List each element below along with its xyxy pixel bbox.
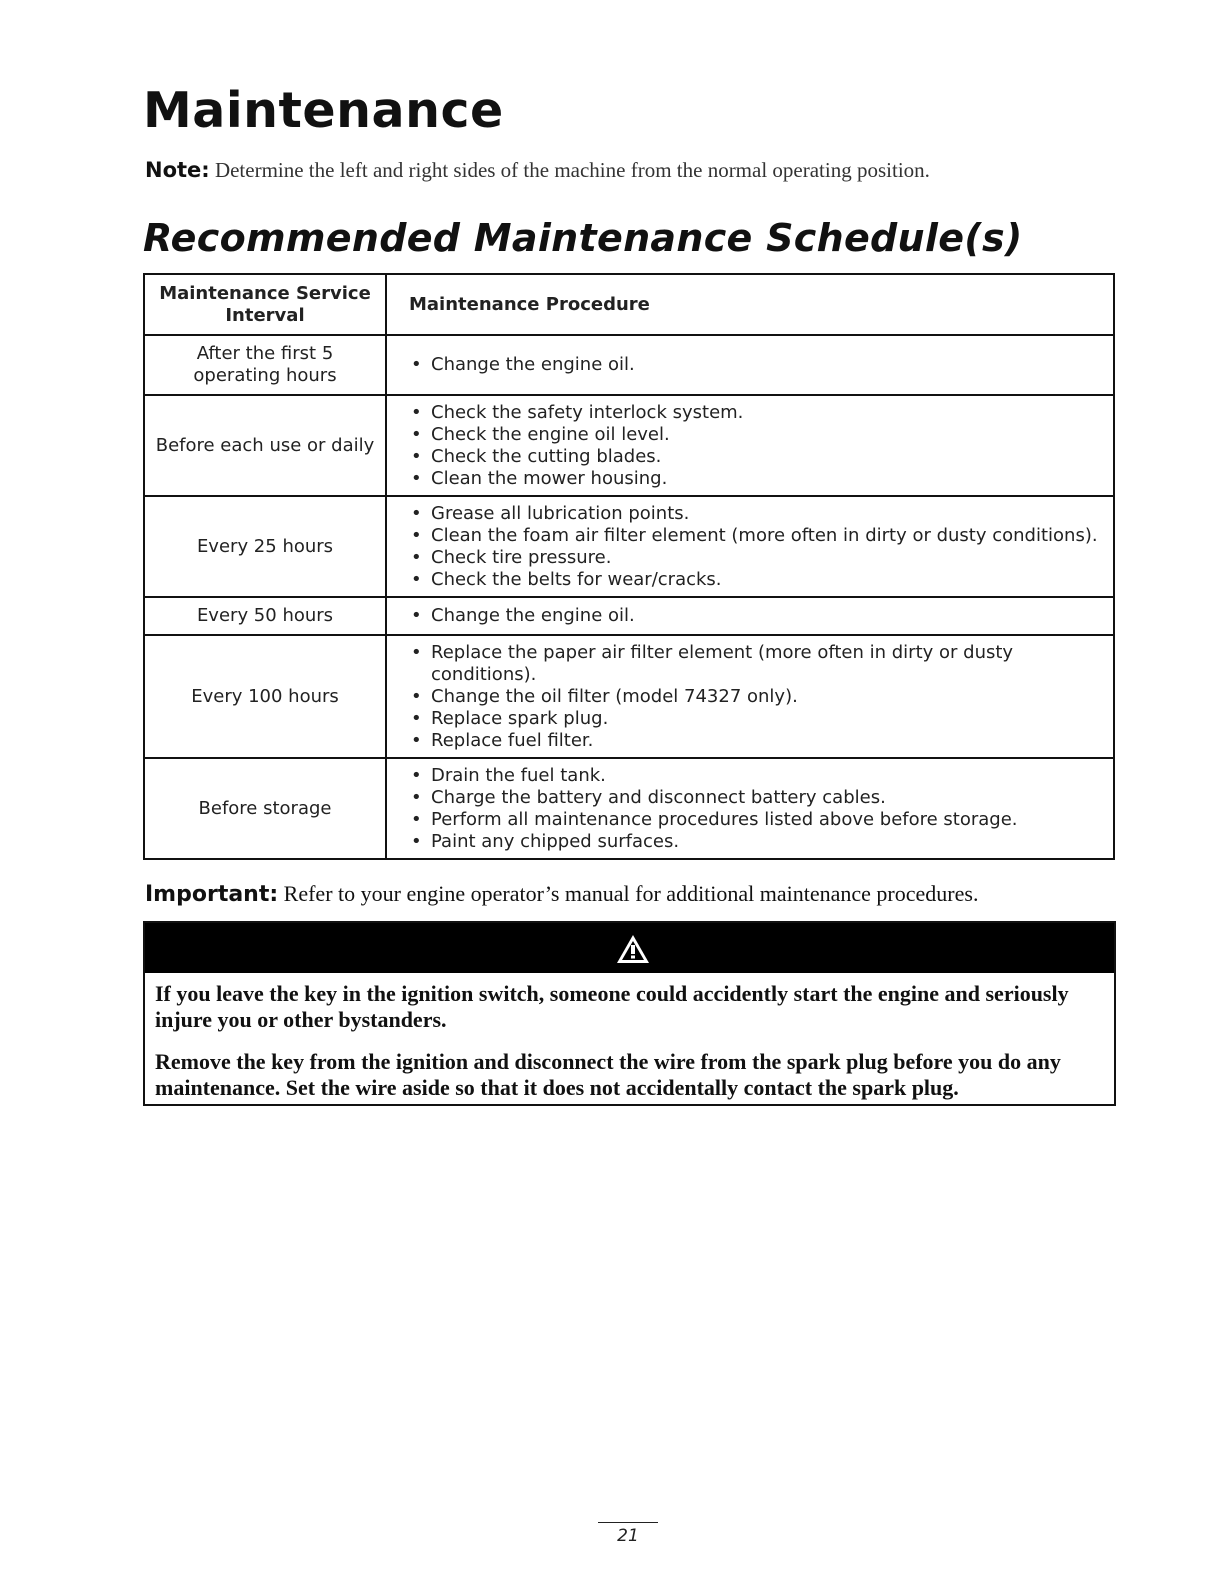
table-row [144,635,1114,758]
procedure-cell [386,395,1114,496]
warning-triangle-icon [616,934,650,964]
page-title: Maintenance [143,82,504,139]
procedure-item: • Replace the paper air filter element (more often in dirty or dusty conditions). [409,642,1103,686]
interval-cell: Every 100 hours [144,635,386,758]
table-header-row [144,274,1114,335]
procedure-item: • Check tire pressure. [409,547,1103,569]
table-row [144,335,1114,395]
interval-cell: Every 25 hours [144,496,386,597]
warning-box [143,921,1116,1106]
procedure-item: • Replace spark plug. [409,708,1103,730]
procedure-cell [386,758,1114,859]
warning-text [145,973,1114,1101]
section-title: Recommended Maintenance Schedule(s) [143,216,1023,260]
page-number: 21 [617,1526,639,1546]
procedure-item: • Check the engine oil level. [409,424,1103,446]
note [145,158,930,183]
important-label: Important: [145,882,279,907]
table-row [144,496,1114,597]
interval-cell: Before storage [144,758,386,859]
interval-cell: After the first 5 operating hours [144,335,386,395]
procedure-item: • Grease all lubrication points. [409,503,1103,525]
procedure-item: • Replace fuel filter. [409,730,1103,752]
procedure-item: • Paint any chipped surfaces. [409,831,1103,853]
procedure-item: • Clean the foam air filter element (more often in dirty or dusty conditions). [409,525,1103,547]
procedure-item: • Change the oil filter (model 74327 only). [409,686,1103,708]
procedure-item: • Perform all maintenance procedures listed above before storage. [409,809,1103,831]
procedure-item: • Clean the mower housing. [409,468,1103,490]
procedure-cell [386,496,1114,597]
footer-rule [598,1522,658,1523]
maintenance-schedule-table [143,273,1115,860]
interval-cell: Every 50 hours [144,597,386,635]
table-row [144,597,1114,635]
table-row [144,758,1114,859]
note-label: Note: [145,158,210,182]
procedure-cell [386,597,1114,635]
procedure-cell [386,335,1114,395]
interval-cell: Before each use or daily [144,395,386,496]
procedure-item: • Drain the fuel tank. [409,765,1103,787]
warning-paragraph: Remove the key from the ignition and disconnect the wire from the spark plug before you do any maintenance. Set the wire aside so that it does not accidentally contact the spark plug. [155,1049,1061,1100]
warning-header-bar [145,923,1114,973]
procedure-cell [386,635,1114,758]
procedure-item: • Change the engine oil. [409,605,1103,627]
procedure-item: • Change the engine oil. [409,354,1103,376]
table-row [144,395,1114,496]
procedure-item: • Charge the battery and disconnect battery cables. [409,787,1103,809]
important-text: Refer to your engine operator’s manual for additional maintenance procedures. [283,881,979,906]
procedure-item: • Check the belts for wear/cracks. [409,569,1103,591]
header-procedure: Maintenance Procedure [386,274,1114,335]
procedure-item: • Check the safety interlock system. [409,402,1103,424]
note-text: Determine the left and right sides of the machine from the normal operating position. [214,158,930,182]
header-interval: Maintenance Service Interval [144,274,386,335]
warning-paragraph: If you leave the key in the ignition switch, someone could accidently start the engine and seriously injure you or other bystanders. [155,981,1069,1032]
important-notice [145,881,978,907]
procedure-item: • Check the cutting blades. [409,446,1103,468]
